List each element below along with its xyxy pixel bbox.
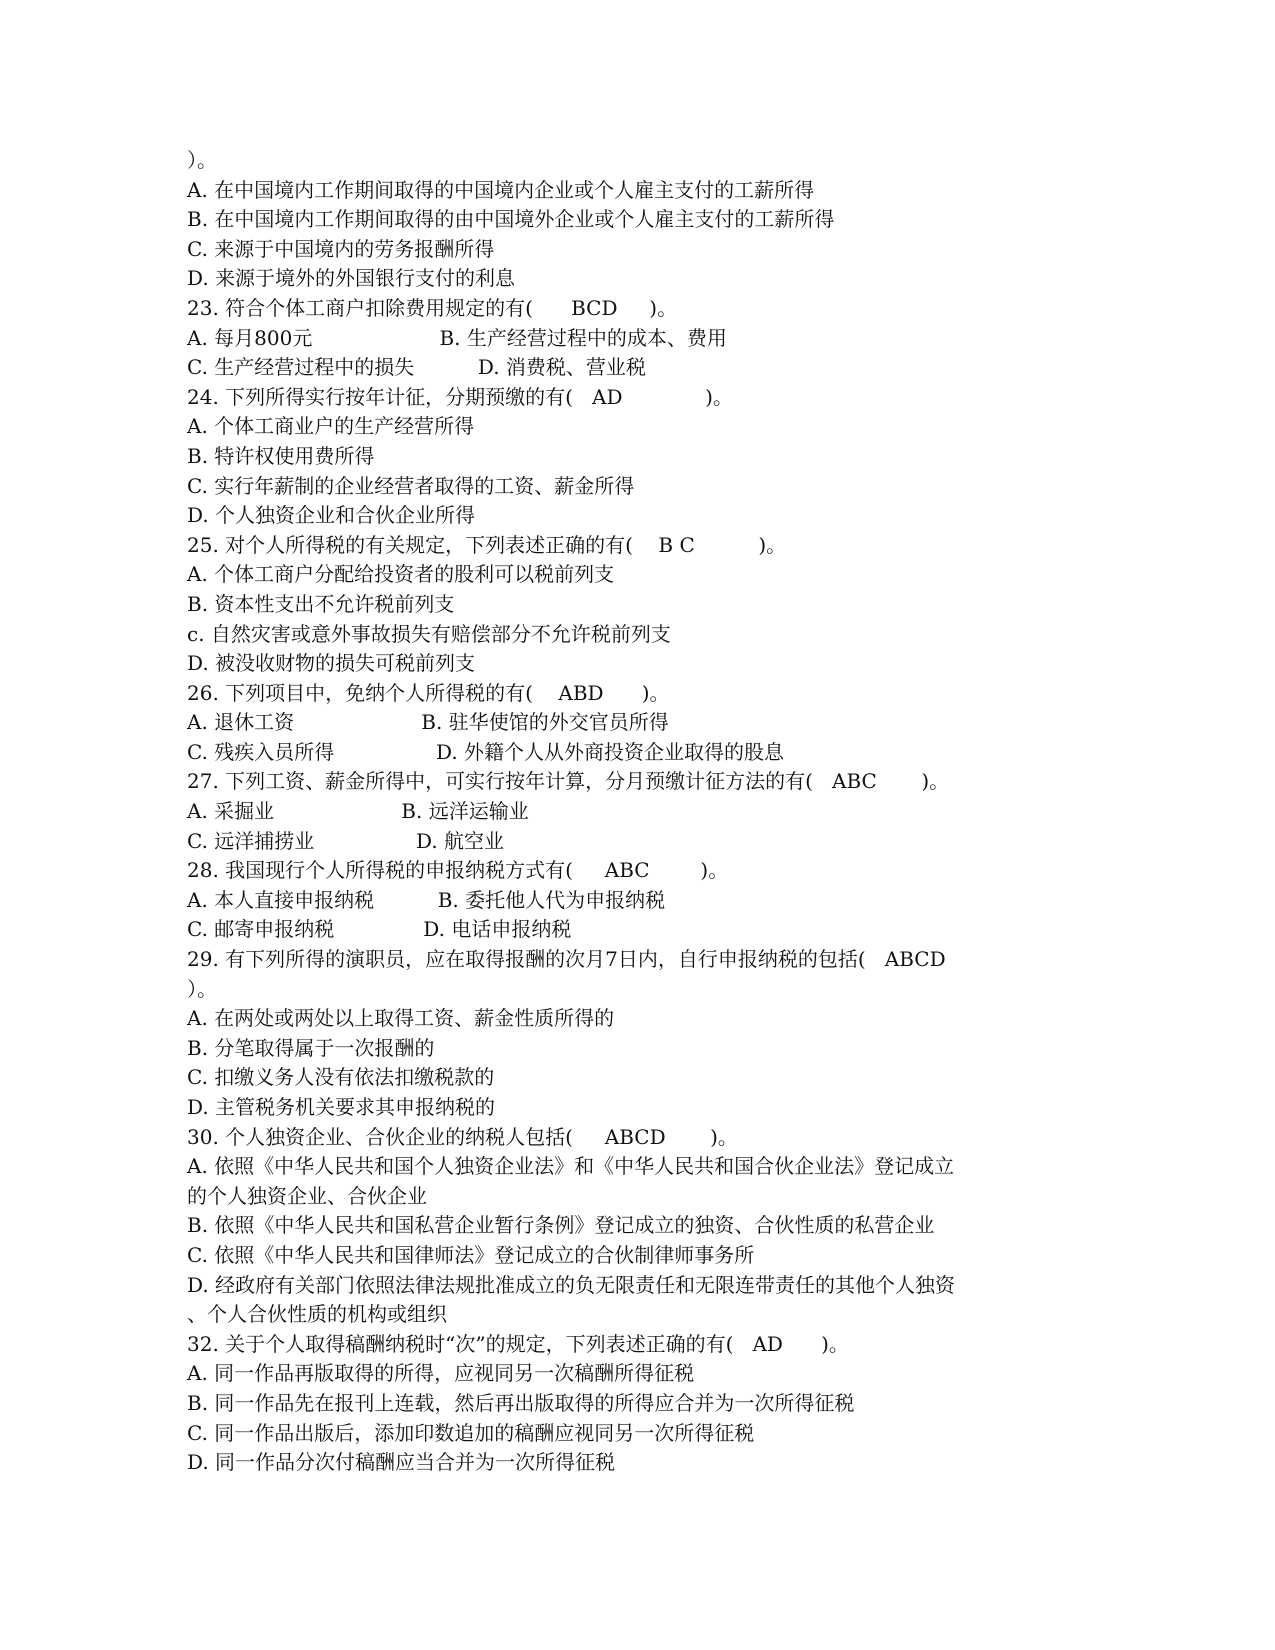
text-line: ）。 <box>187 148 217 172</box>
text-line: A. 采掘业 B. 远洋运输业 <box>187 799 529 824</box>
text-line: D. 个人独资企业和合伙企业所得 <box>187 503 476 528</box>
text-line: 29. 有下列所得的演职员，应在取得报酬的次月7日内，自行申报纳税的包括( ABCD <box>187 947 946 972</box>
text-line: C. 扣缴义务人没有依法扣缴税款的 <box>187 1065 495 1090</box>
text-line: A. 个体工商户分配给投资者的股利可以税前列支 <box>187 562 615 587</box>
text-line: D. 同一作品分次付稿酬应当合并为一次所得征税 <box>187 1450 616 1475</box>
text-line: C. 远洋捕捞业 D. 航空业 <box>187 828 505 853</box>
text-line: B. 特许权使用费所得 <box>187 443 375 468</box>
text-line: B. 在中国境内工作期间取得的由中国境外企业或个人雇主支付的工薪所得 <box>187 207 835 232</box>
text-line: 的个人独资企业、合伙企业 <box>187 1183 427 1208</box>
text-line: B. 资本性支出不允许税前列支 <box>187 591 455 616</box>
text-line: C. 生产经营过程中的损失 D. 消费税、营业税 <box>187 355 646 380</box>
text-line: C. 来源于中国境内的劳务报酬所得 <box>187 236 495 261</box>
text-line: A. 依照《中华人民共和国个人独资企业法》和《中华人民共和国合伙企业法》登记成立 <box>187 1154 955 1179</box>
text-line: 、个人合伙性质的机构或组织 <box>187 1302 447 1327</box>
text-line: A. 本人直接申报纳税 B. 委托他人代为申报纳税 <box>187 887 666 912</box>
text-line: A. 在中国境内工作期间取得的中国境内企业或个人雇主支付的工薪所得 <box>187 177 815 202</box>
text-line: C. 实行年薪制的企业经营者取得的工资、薪金所得 <box>187 473 635 498</box>
text-line: A. 每月800元 B. 生产经营过程中的成本、费用 <box>187 325 727 350</box>
text-line: A. 在两处或两处以上取得工资、薪金性质所得的 <box>187 1006 615 1031</box>
text-line: B. 依照《中华人民共和国私营企业暂行条例》登记成立的独资、合伙性质的私营企业 <box>187 1213 935 1238</box>
text-line: A. 退休工资 B. 驻华使馆的外交官员所得 <box>187 710 669 735</box>
text-line: A. 个体工商业户的生产经营所得 <box>187 414 475 439</box>
text-line: B. 同一作品先在报刊上连载，然后再出版取得的所得应合并为一次所得征税 <box>187 1390 855 1415</box>
text-line: D. 经政府有关部门依照法律法规批准成立的负无限责任和无限连带责任的其他个人独资 <box>187 1272 956 1297</box>
text-line: 24. 下列所得实行按年计征，分期预缴的有( AD )。 <box>187 384 733 409</box>
text-line: 26. 下列项目中，免纳个人所得税的有( ABD )。 <box>187 680 670 705</box>
text-line: 30. 个人独资企业、合伙企业的纳税人包括( ABCD )。 <box>187 1124 738 1149</box>
text-line: 25. 对个人所得税的有关规定，下列表述正确的有( B C )。 <box>187 532 787 557</box>
text-line: C. 依照《中华人民共和国律师法》登记成立的合伙制律师事务所 <box>187 1242 755 1267</box>
text-line: D. 主管税务机关要求其申报纳税的 <box>187 1095 496 1119</box>
text-line: 23. 符合个体工商户扣除费用规定的有( BCD )。 <box>187 295 678 320</box>
text-line: 32. 关于个人取得稿酬纳税时“次”的规定，下列表述正确的有( AD )。 <box>187 1331 849 1356</box>
text-line: B. 分笔取得属于一次报酬的 <box>187 1035 435 1060</box>
text-line: C. 同一作品出版后，添加印数追加的稿酬应视同另一次所得征税 <box>187 1420 755 1445</box>
text-line: 27. 下列工资、薪金所得中，可实行按年计算，分月预缴计征方法的有( ABC )。 <box>187 769 950 794</box>
text-line: C. 邮寄申报纳税 D. 电话申报纳税 <box>187 917 572 942</box>
text-line: A. 同一作品再版取得的所得，应视同另一次稿酬所得征税 <box>187 1361 695 1386</box>
document-text <box>187 146 1087 1478</box>
text-line: c. 自然灾害或意外事故损失有赔偿部分不允许税前列支 <box>187 621 671 646</box>
text-line: ）。 <box>187 976 217 1001</box>
text-line: C. 残疾入员所得 D. 外籍个人从外商投资企业取得的股息 <box>187 739 785 764</box>
text-line: D. 来源于境外的外国银行支付的利息 <box>187 266 516 291</box>
text-line: D. 被没收财物的损失可税前列支 <box>187 651 476 676</box>
text-line: 28. 我国现行个人所得税的申报纳税方式有( ABC )。 <box>187 858 729 883</box>
